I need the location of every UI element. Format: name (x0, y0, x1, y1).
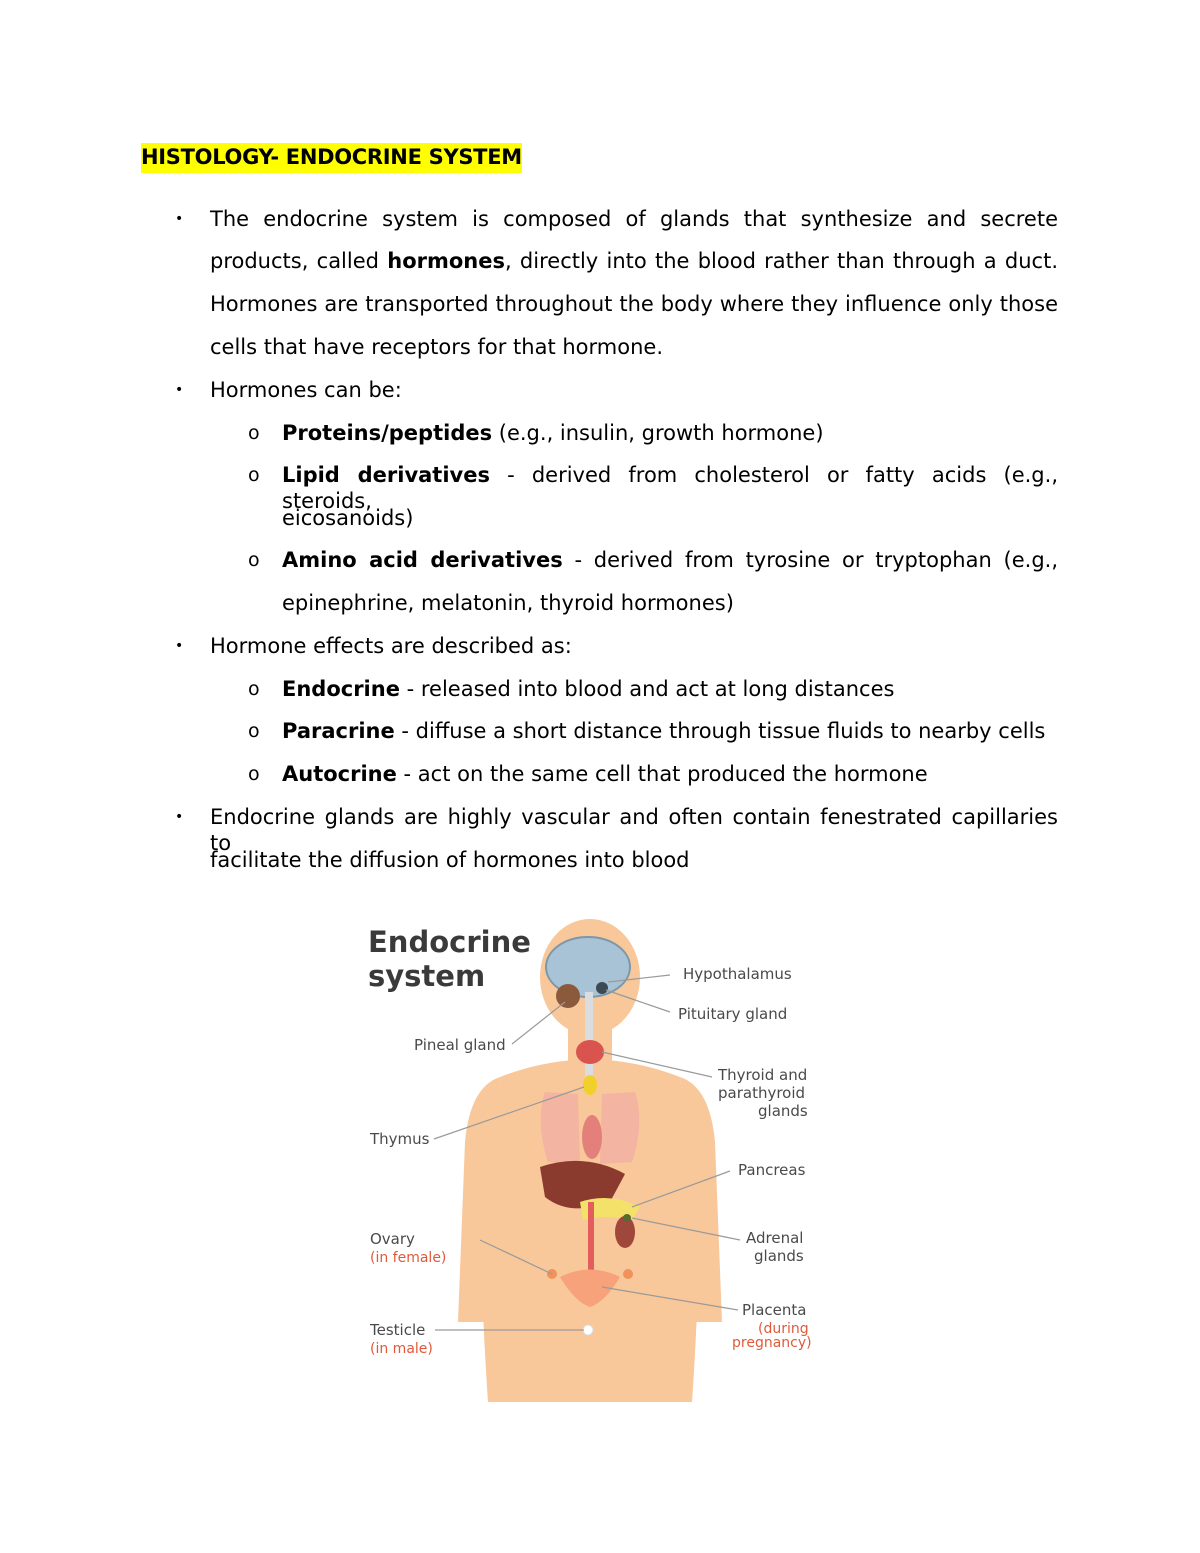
sub-bullet-marker: o (248, 422, 260, 444)
bold-term: Endocrine (282, 677, 400, 701)
label-pituitary: Pituitary gland (678, 1005, 788, 1023)
bullet-marker: • (175, 382, 184, 398)
bullet-marker: • (175, 638, 184, 654)
bold-term: Amino acid derivatives (282, 548, 563, 572)
bold-term: Proteins/peptides (282, 421, 493, 445)
left-lung (541, 1092, 580, 1164)
bold-term: hormones (387, 249, 505, 273)
testicle-dot (583, 1325, 593, 1335)
label-testicle: Testicle (370, 1321, 426, 1339)
figure-heading: system (368, 959, 486, 993)
label-thymus: Thymus (370, 1130, 430, 1148)
cerebellum (556, 984, 580, 1008)
label-placenta: Placenta (742, 1301, 807, 1319)
sub-item-cont: epinephrine, melatonin, thyroid hormones) (282, 591, 734, 615)
bold-term: Paracrine (282, 719, 395, 743)
label-adrenal: glands (754, 1247, 804, 1265)
paragraph-line: facilitate the diffusion of hormones into blood (210, 848, 690, 872)
sub-item: Endocrine - released into blood and act at long distances (282, 677, 895, 701)
paragraph-line: products, called hormones, directly into the blood rather than through a duct. (210, 249, 1058, 273)
label-placenta-sub: (during (758, 1321, 809, 1337)
bold-term: Autocrine (282, 762, 397, 786)
bullet-marker: • (175, 809, 184, 825)
hypothalamus-dot (596, 982, 608, 994)
paragraph-line: Endocrine glands are highly vascular and often contain fenestrated capillaries to (210, 805, 1058, 855)
label-pineal: Pineal gland (414, 1036, 506, 1054)
sub-bullet-marker: o (248, 464, 260, 486)
sub-item: Paracrine - diffuse a short distance through tissue fluids to nearby cells (282, 719, 1046, 743)
thymus-gland (583, 1075, 597, 1095)
paragraph-line: cells that have receptors for that hormone. (210, 335, 663, 359)
label-adrenal: Adrenal (746, 1229, 804, 1247)
label-thyroid: glands (758, 1102, 808, 1120)
adrenal-dot (623, 1214, 631, 1222)
sub-item: Proteins/peptides (e.g., insulin, growth hormone) (282, 421, 824, 445)
label-pancreas: Pancreas (738, 1161, 806, 1179)
sub-bullet-marker: o (248, 549, 260, 571)
sub-bullet-marker: o (248, 678, 260, 700)
thyroid-gland (576, 1040, 604, 1064)
bold-term: Lipid derivatives (282, 463, 490, 487)
bullet-marker: • (175, 211, 184, 227)
paragraph-line: The endocrine system is composed of glands that synthesize and secrete (210, 207, 1058, 231)
brain (546, 937, 630, 997)
paragraph-line: Hormone effects are described as: (210, 634, 572, 658)
label-hypothalamus: Hypothalamus (683, 965, 792, 983)
sub-item: Lipid derivatives - derived from cholesterol or fatty acids (e.g., steroids, (282, 463, 1058, 513)
sub-bullet-marker: o (248, 720, 260, 742)
label-testicle-sub: (in male) (370, 1341, 433, 1357)
sub-item: Autocrine - act on the same cell that produced the hormone (282, 762, 928, 786)
ovary-dot (623, 1269, 633, 1279)
paragraph-line: Hormones can be: (210, 378, 402, 402)
endocrine-system-figure (340, 902, 840, 1402)
label-placenta-sub: pregnancy) (732, 1335, 812, 1351)
label-thyroid: parathyroid (718, 1084, 806, 1102)
paragraph-line: Hormones are transported throughout the body where they influence only those (210, 292, 1058, 316)
sub-item: Amino acid derivatives - derived from tyrosine or tryptophan (e.g., (282, 548, 1058, 572)
label-thyroid: Thyroid and (718, 1066, 808, 1084)
page-title: HISTOLOGY- ENDOCRINE SYSTEM (141, 143, 522, 173)
sub-bullet-marker: o (248, 763, 260, 785)
figure-heading: Endocrine (368, 925, 531, 959)
label-ovary: Ovary (370, 1230, 415, 1248)
label-ovary-sub: (in female) (370, 1250, 447, 1266)
right-lung (600, 1092, 639, 1164)
heart (582, 1115, 602, 1159)
sub-item-cont: eicosanoids) (282, 506, 414, 530)
